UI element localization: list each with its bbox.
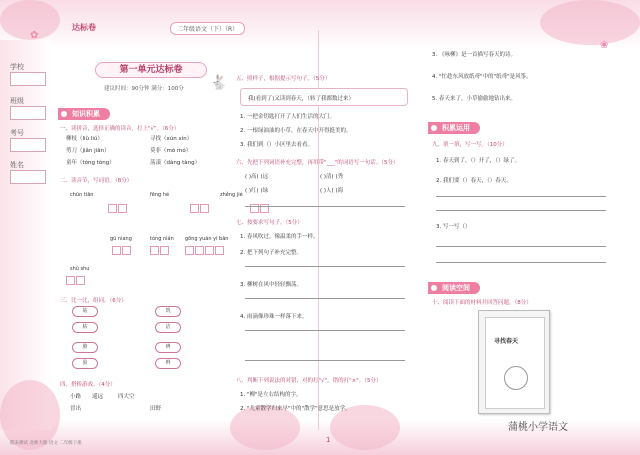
q5-item: 2. 一根绿油油的小草，在春天中开得挺美的。: [240, 128, 352, 134]
char-bubble: 验: [72, 358, 98, 369]
pinyin: gōng yuán yì bān: [185, 236, 229, 242]
series-logo: 达标卷: [72, 23, 96, 32]
pinyin: chūn tiān: [70, 192, 94, 198]
s2-item: 2. 我们要（）春天，（）春天。: [436, 178, 512, 184]
question-5: 五、照样子，根据提示写句子。（5分）: [236, 76, 331, 82]
answer-line[interactable]: [436, 210, 606, 211]
question-2: 二、读音节，写词语。（8分）: [60, 178, 133, 184]
example-text: 我(看到了)又读到春天，（转了我都数过来）: [248, 96, 355, 102]
char-bubble: 洁: [155, 322, 181, 333]
subject-tag: 二年级语文（下）（R）: [170, 22, 245, 35]
pinyin: fēng hé: [150, 192, 170, 198]
char-bubble: 辨: [155, 342, 181, 353]
name-label: 姓名: [10, 161, 24, 169]
q6-row: ( )人( )海: [320, 188, 344, 194]
q1-item: 童年（tóng tóng）: [66, 160, 115, 166]
char-bubble: 枯: [72, 322, 98, 333]
right-item: 3. 《咏柳》是一首描写春天的诗。: [432, 52, 516, 58]
question-6: 六、先把下列词语补充完整，再用带"___"的词语写一句话。（5分）: [236, 160, 399, 166]
card-page: [485, 317, 545, 409]
blossom-tree-icon: [540, 0, 640, 45]
writing-grid[interactable]: [150, 246, 170, 255]
pinyin: shū shu: [70, 266, 90, 272]
flower-icon: ❀: [600, 40, 609, 51]
q1-item: 莫非（mò mó）: [150, 148, 192, 154]
question-10: 十、阅读下面的材料并回答问题。（8分）: [432, 300, 532, 306]
q5-item: 1. 一把金钥匙打开了人们生活的大门。: [240, 114, 335, 120]
exam-no-field[interactable]: [10, 138, 46, 152]
q7-item: 2. 把下列句子补充完整。: [240, 250, 302, 256]
footer-note: 期末测试 北师大版 语文 二年级下册: [10, 441, 82, 446]
q8-item: 2. "儿童散学归来早"中的"散学"意思是放学。: [240, 406, 351, 412]
writing-grid[interactable]: [185, 246, 225, 255]
writing-grid[interactable]: [190, 204, 210, 213]
exam-no-label: 考号: [10, 129, 24, 137]
class-label: 班级: [10, 97, 24, 105]
q7-item: 4. 雨滴像珍珠一样落下来。: [240, 314, 308, 320]
question-7: 七、按要求写句子。（5分）: [236, 220, 303, 226]
rabbit-icon: 🐇: [210, 75, 228, 91]
q1-item: 寻找（xún xín）: [150, 136, 193, 142]
writing-grid[interactable]: [66, 276, 86, 285]
char-bubble: 筑: [155, 306, 181, 317]
student-info-strip: [0, 40, 52, 430]
card-title: 寻找春天: [494, 338, 519, 345]
q5-item: 3. 我们到（）小区里去看看。: [240, 142, 313, 148]
right-item: 5. 春天来了，小草偷偷地钻出来。: [432, 96, 516, 102]
answer-line[interactable]: [245, 298, 405, 299]
answer-line[interactable]: [245, 206, 405, 207]
exam-title: 第一单元达标卷: [95, 62, 207, 78]
q1-item: 剪刀（jiǎn jiān）: [66, 148, 110, 154]
class-field[interactable]: [10, 106, 46, 120]
flower-icon: ✿: [30, 30, 39, 41]
right-item: 4. "忙趁东风放纸鸢"中的"纸鸢"是风筝。: [432, 74, 532, 80]
char-bubble: 脸: [72, 342, 98, 353]
writing-grid[interactable]: [108, 204, 128, 213]
q1-item: 荡漾（dàng tàng）: [150, 160, 201, 166]
question-3: 三、比一比，组词。（6分）: [60, 298, 127, 304]
pinyin: tóng nián: [150, 236, 174, 242]
q6-row: ( )高( )远: [245, 174, 269, 180]
bridge-word: 遥远: [92, 394, 104, 400]
section-application: 积累运用: [428, 122, 480, 134]
pinyin: gū niang: [110, 236, 132, 242]
question-9: 九、填一填，写一写。（10分）: [432, 142, 508, 148]
answer-line[interactable]: [245, 330, 405, 331]
bridge-word: 四大空: [118, 394, 135, 400]
bridge-word: 田野: [150, 406, 162, 412]
reading-material-card: [478, 310, 550, 414]
question-1: 一、读拼音，选择正确的读音，打上"√"。（6分）: [60, 126, 180, 132]
school-label: 学校: [10, 63, 24, 71]
question-4: 四、搭桥游戏。（4分）: [60, 382, 116, 388]
q1-item: 柳枝（liǔ liú）: [66, 136, 103, 142]
char-bubble: 姑: [72, 306, 98, 317]
q7-item: 1. 春风吹过，像温柔的手一样。: [240, 234, 319, 240]
watermark: 蒲桃小学语文: [508, 422, 568, 433]
answer-line[interactable]: [436, 262, 606, 263]
bridge-word: 小路: [70, 394, 82, 400]
section-reading: 阅读空间: [428, 282, 480, 294]
answer-line[interactable]: [245, 266, 405, 267]
s2-item: 1. 春天到了，（）开了，（）绿了。: [436, 158, 520, 164]
q7-item: 3. 柳树在风中轻轻飘荡。: [240, 282, 302, 288]
answer-line[interactable]: [436, 196, 606, 197]
exam-time-info: 建议时间：90分钟 满分：100分: [104, 86, 184, 92]
q6-row: ( )清( )秀: [320, 174, 344, 180]
answer-line[interactable]: [245, 360, 405, 361]
name-field[interactable]: [10, 170, 46, 184]
char-bubble: 辫: [155, 358, 181, 369]
answer-line[interactable]: [436, 246, 606, 247]
q6-row: ( )红( )绿: [245, 188, 269, 194]
illustration-icon: [504, 366, 528, 390]
section-knowledge: 知识积累: [58, 108, 110, 120]
q8-item: 1. "柳"是左右结构的字。: [240, 392, 302, 398]
question-8: 八、判断下列说法的对错，对的打"√"，错的打"×"。（5分）: [236, 378, 382, 384]
bridge-word: 冒出: [70, 406, 82, 412]
pinyin: zhěng jié: [220, 192, 243, 198]
page-number: 1: [326, 436, 331, 444]
writing-grid[interactable]: [112, 246, 132, 255]
s2-item: 3. 写一写（）: [436, 224, 471, 230]
school-field[interactable]: [10, 72, 46, 86]
